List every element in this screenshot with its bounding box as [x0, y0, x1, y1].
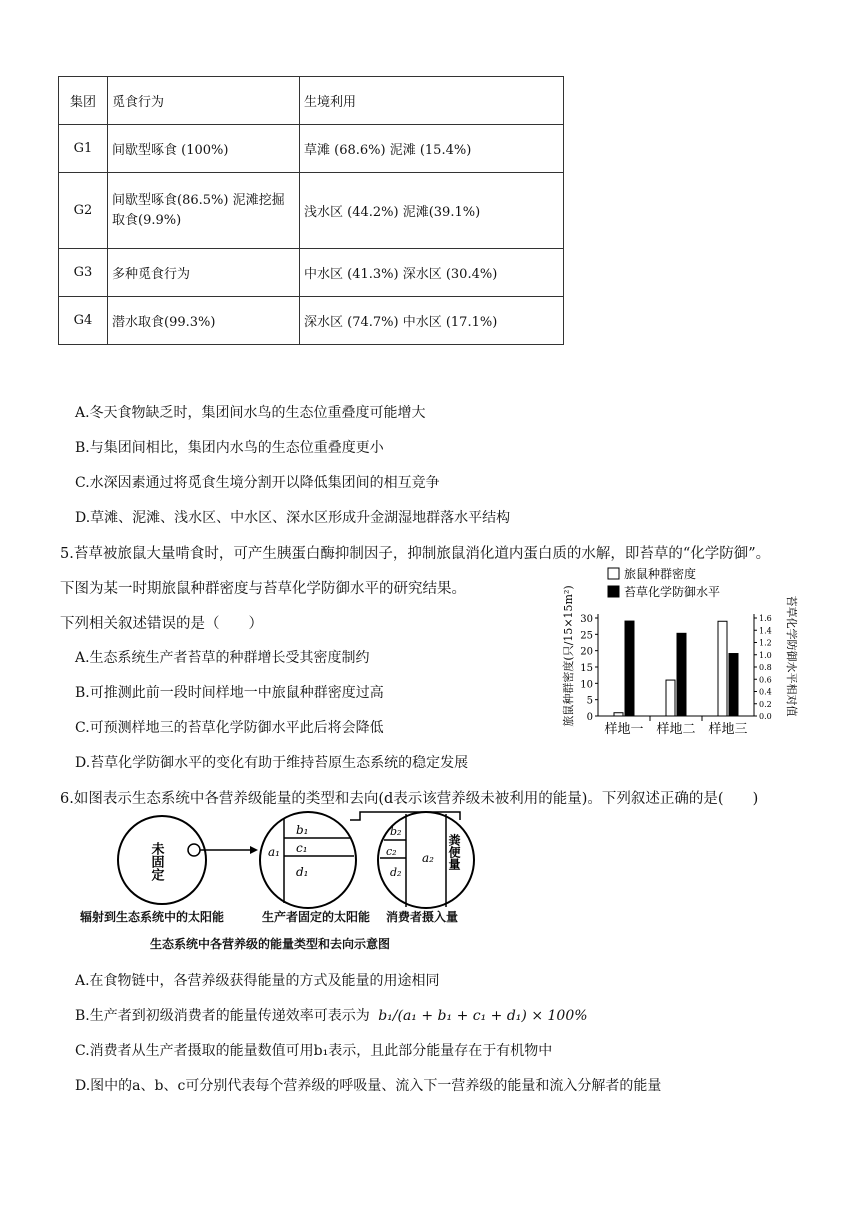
y-axis-label: 旅鼠种群密度(只/15×15m²)	[562, 585, 575, 727]
label-d2: d₂	[390, 866, 402, 879]
flow-arrow-head	[250, 846, 258, 854]
table-row	[59, 249, 564, 297]
q6-option-a: A.在食物链中，各营养级获得能量的方式及能量的用途相同	[75, 973, 440, 989]
q5-stem-line2: 下图为某一时期旅鼠种群密度与苔草化学防御水平的研究结果。	[60, 581, 466, 597]
x-tick-label: 样地二	[656, 722, 696, 737]
y2-tick-label: 1.0	[759, 650, 772, 660]
q5-stem-line1: 5.苔草被旅鼠大量啃食时，可产生胰蛋白酶抑制因子，抑制旅鼠消化道内蛋白质的水解，即苔草的“化学防御”。	[60, 546, 771, 562]
y2-tick-label: 1.6	[759, 614, 772, 623]
y2-tick-label: 0.4	[759, 687, 772, 697]
label-b2: b₂	[390, 825, 402, 838]
q4-option-a: A.冬天食物缺乏时，集团间水鸟的生态位重叠度可能增大	[75, 405, 426, 421]
label-b1: b₁	[296, 823, 309, 837]
diagram-title: 生态系统中各营养级的能量类型和去向示意图	[150, 937, 391, 951]
q5-option-a: A.生态系统生产者苔草的种群增长受其密度制约	[75, 650, 370, 666]
table-cell: G4	[59, 297, 108, 345]
x-tick-label: 样地三	[708, 722, 748, 737]
table-cell: 潜水取食(99.3%)	[108, 297, 300, 345]
q5-option-b: B.可推测此前一段时间样地一中旅鼠种群密度过高	[75, 685, 384, 701]
bar-defense	[625, 621, 634, 716]
table-cell: 间歇型啄食 (100%)	[108, 125, 300, 173]
caption-solar-radiation: 辐射到生态系统中的太阳能	[80, 910, 225, 924]
bar-density	[614, 713, 623, 716]
legend-label: 苔草化学防御水平	[624, 585, 721, 599]
y2-tick-label: 1.2	[759, 638, 772, 648]
caption-consumer-intake: 消费者摄入量	[386, 910, 459, 924]
y2-axis-label: 苔草化学防御水平相对值	[785, 595, 798, 717]
q6-option-b	[75, 1005, 588, 1025]
y-tick-label: 5	[586, 695, 593, 707]
table-row	[59, 173, 564, 249]
table-header-cell: 生境利用	[300, 77, 564, 125]
q4-option-b: B.与集团间相比，集团内水鸟的生态位重叠度更小	[75, 440, 384, 456]
label-c1: c₁	[296, 841, 308, 855]
label-a2: a₂	[422, 851, 434, 865]
y2-tick-label: 0.0	[759, 712, 772, 721]
y-tick-label: 15	[580, 663, 593, 674]
chart-axes	[580, 614, 771, 737]
y-tick-label: 20	[580, 646, 593, 658]
legend-label: 旅鼠种群密度	[624, 567, 697, 581]
habitat-table	[58, 76, 564, 345]
table-cell: 多种觅食行为	[108, 249, 300, 297]
table-cell: 中水区 (41.3%) 深水区 (30.4%)	[300, 249, 564, 297]
bar-density	[718, 621, 727, 716]
table-header-cell: 集团	[59, 77, 108, 125]
bar-defense	[677, 633, 686, 716]
table-row	[59, 297, 564, 345]
legend-swatch	[608, 586, 619, 597]
q6-option-d: D.图中的a、b、c可分别代表每个营养级的呼吸量、流入下一营养级的能量和流入分解者的能量	[75, 1078, 662, 1094]
y-tick-label: 0	[586, 712, 593, 723]
y-tick-label: 25	[580, 630, 593, 642]
q5-option-d: D.苔草化学防御水平的变化有助于维持苔原生态系统的稳定发展	[75, 755, 469, 771]
q4-option-d: D.草滩、泥滩、浅水区、中水区、深水区形成升金湖湿地群落水平结构	[75, 510, 511, 526]
table-header-cell: 觅食行为	[108, 77, 300, 125]
bar-defense	[729, 654, 738, 716]
table-cell: G3	[59, 249, 108, 297]
chart-legend	[608, 566, 720, 599]
legend-swatch	[608, 568, 619, 579]
feces-label: 粪便量	[447, 834, 461, 870]
y2-tick-label: 1.4	[759, 626, 772, 636]
q5-option-c: C.可预测样地三的苔草化学防御水平此后将会降低	[75, 720, 384, 736]
q6-option-c: C.消费者从生产者摄取的能量数值可用b₁表示，且此部分能量存在于有机物中	[75, 1043, 553, 1059]
q6-option-b-text: B.生产者到初级消费者的能量传递效率可表示为	[75, 1008, 370, 1024]
y2-tick-label: 0.6	[759, 675, 772, 685]
chart-bars	[614, 621, 738, 716]
label-a1: a₁	[268, 845, 280, 859]
caption-producer-fixed: 生产者固定的太阳能	[262, 910, 371, 924]
table-cell: 草滩 (68.6%) 泥滩 (15.4%)	[300, 125, 564, 173]
table-cell: G2	[59, 173, 108, 249]
y2-tick-label: 0.2	[759, 699, 772, 709]
q6-stem: 6.如图表示生态系统中各营养级能量的类型和去向(d表示该营养级未被利用的能量)。下列叙述正确的是( )	[60, 791, 759, 807]
efficiency-formula: b₁/(a₁ + b₁ + c₁ + d₁) × 100%	[378, 1008, 588, 1024]
y2-tick-label: 0.8	[759, 663, 772, 672]
density-defense-chart	[560, 560, 800, 750]
x-tick-label: 样地一	[604, 722, 644, 737]
y-tick-label: 30	[580, 614, 593, 625]
fixed-portion-circle	[188, 844, 200, 856]
label-c2: c₂	[386, 845, 397, 858]
table-cell: 间歇型啄食(86.5%) 泥滩挖掘取食(9.9%)	[108, 173, 300, 249]
label-d1: d₁	[296, 865, 309, 879]
table-row	[59, 125, 564, 173]
table-header-row	[59, 77, 564, 125]
unfixed-label: 未固定	[148, 842, 164, 881]
table-cell: 深水区 (74.7%) 中水区 (17.1%)	[300, 297, 564, 345]
bar-density	[666, 680, 675, 716]
table-cell: 浅水区 (44.2%) 泥滩(39.1%)	[300, 173, 564, 249]
q5-stem-line3: 下列相关叙述错误的是（ ）	[60, 616, 263, 632]
table-cell: G1	[59, 125, 108, 173]
q4-option-c: C.水深因素通过将觅食生境分割开以降低集团间的相互竞争	[75, 475, 440, 491]
y-tick-label: 10	[580, 679, 593, 691]
